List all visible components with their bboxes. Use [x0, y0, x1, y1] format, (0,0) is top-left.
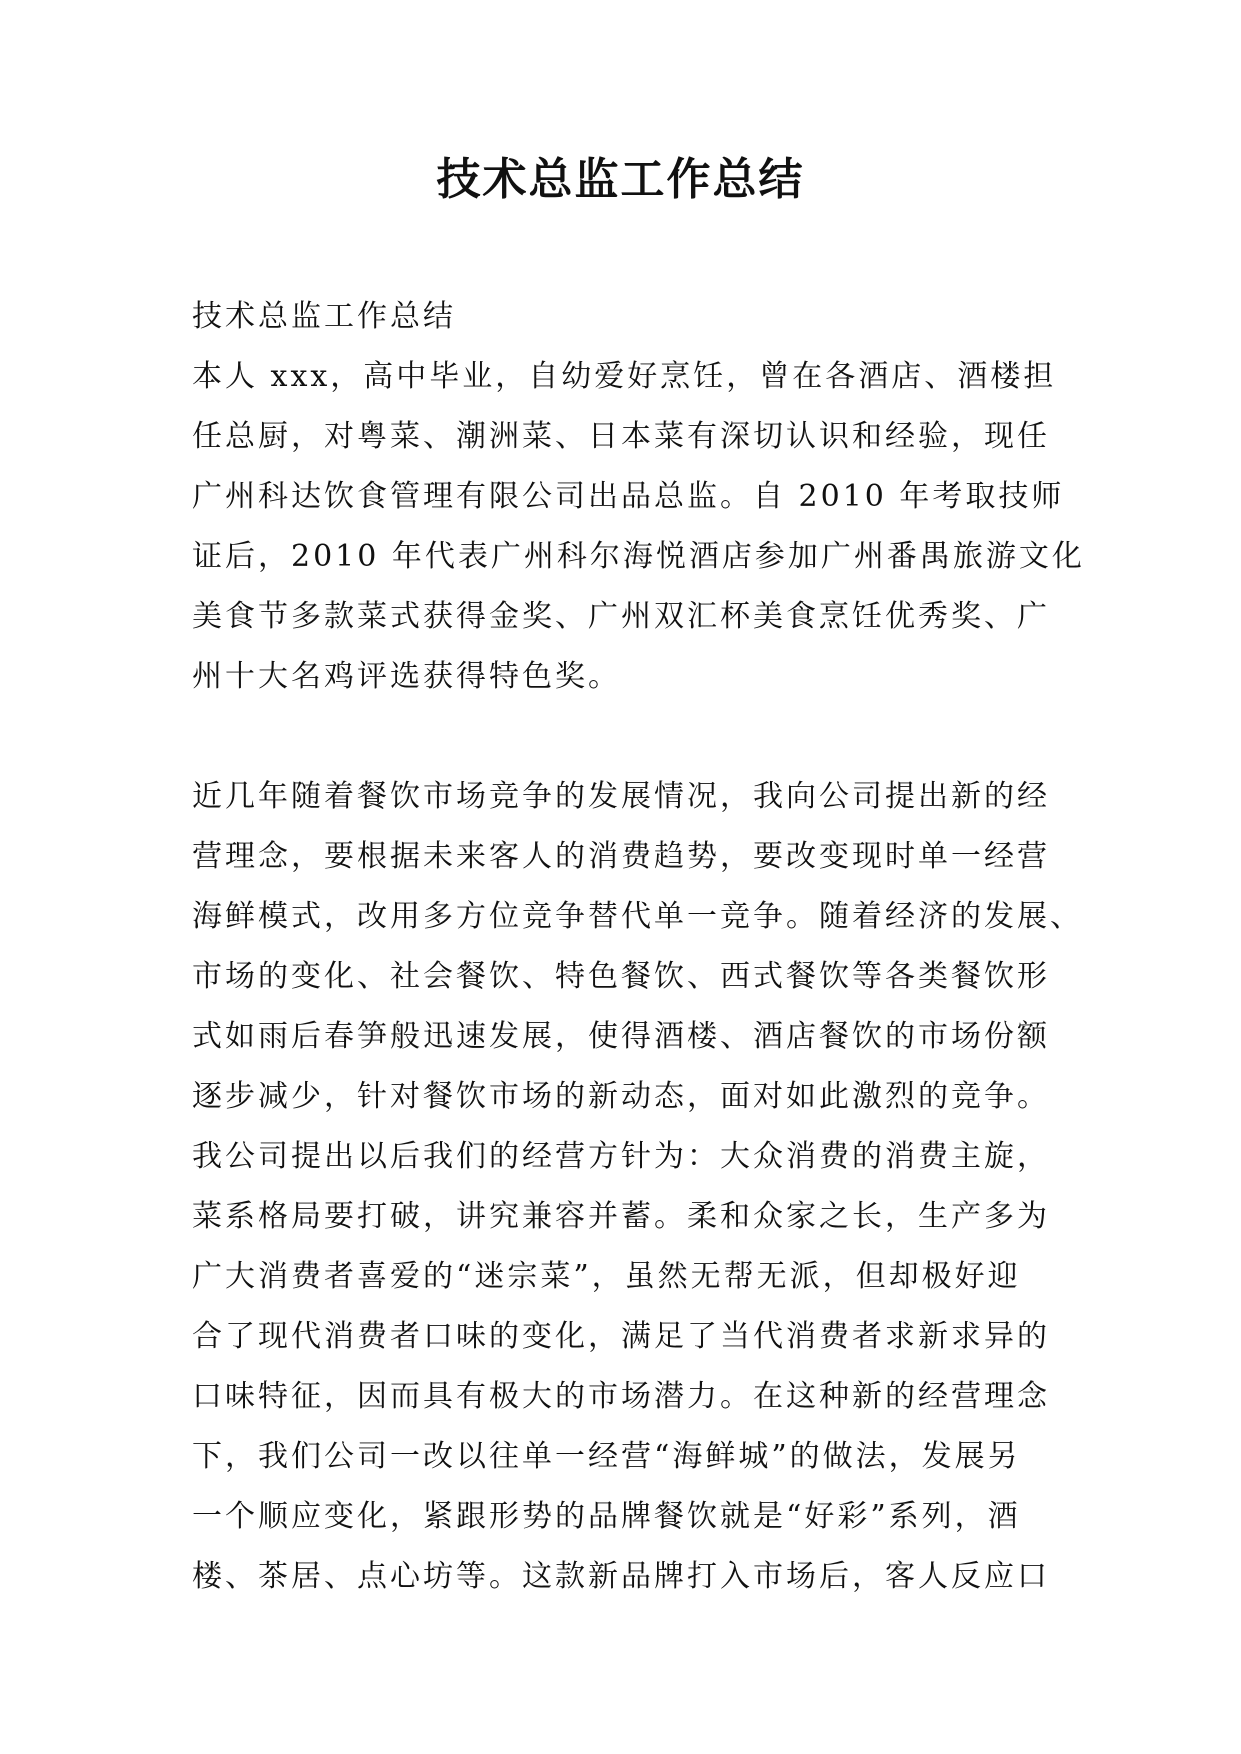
text-line: 任总厨，对粤菜、潮洲菜、日本菜有深切认识和经验，现任 — [192, 419, 1050, 454]
document-body — [192, 287, 1085, 1607]
text-line: 菜系格局要打破，讲究兼容并蓄。柔和众家之长，生产多为 — [192, 1199, 1050, 1234]
document-title: 技术总监工作总结 — [436, 154, 805, 205]
paragraph-2 — [192, 767, 1083, 1607]
text-line: 楼、茶居、点心坊等。这款新品牌打入市场后，客人反应口 — [192, 1559, 1050, 1594]
text-line: 口味特征，因而具有极大的市场潜力。在这种新的经营理念 — [192, 1379, 1050, 1414]
paragraph-spacer — [192, 707, 1072, 767]
text-line: 美食节多款菜式获得金奖、广州双汇杯美食烹饪优秀奖、广 — [192, 599, 1050, 634]
text-line: 广大消费者喜爱的“迷宗菜”，虽然无帮无派，但却极好迎 — [192, 1259, 1021, 1294]
text-line: 广州科达饮食管理有限公司出品总监。自 2010 年考取技师 — [192, 479, 1065, 514]
text-line: 我公司提出以后我们的经营方针为：大众消费的消费主旋， — [192, 1139, 1050, 1174]
text-line: 营理念，要根据未来客人的消费趋势，要改变现时单一经营 — [192, 839, 1050, 874]
text-line: 海鲜模式，改用多方位竞争替代单一竞争。随着经济的发展、 — [192, 899, 1083, 934]
text-line: 合了现代消费者口味的变化，满足了当代消费者求新求异的 — [192, 1319, 1050, 1354]
text-line: 式如雨后春笋般迅速发展，使得酒楼、酒店餐饮的市场份额 — [192, 1019, 1050, 1054]
text-line: 市场的变化、社会餐饮、特色餐饮、西式餐饮等各类餐饮形 — [192, 959, 1050, 994]
text-line: 下，我们公司一改以往单一经营“海鲜城”的做法，发展另 — [192, 1439, 1021, 1474]
paragraph-1 — [192, 347, 1085, 707]
text-line: 本人 xxx，高中毕业，自幼爱好烹饪，曾在各酒店、酒楼担 — [192, 359, 1057, 394]
text-line: 一个顺应变化，紧跟形势的品牌餐饮就是“好彩”系列，酒 — [192, 1499, 1021, 1534]
text-line: 近几年随着餐饮市场竞争的发展情况，我向公司提出新的经 — [192, 779, 1050, 814]
text-line: 州十大名鸡评选获得特色奖。 — [192, 659, 621, 694]
text-line: 逐步减少，针对餐饮市场的新动态，面对如此激烈的竞争。 — [192, 1079, 1050, 1114]
section-heading: 技术总监工作总结 — [192, 299, 456, 334]
text-line: 证后，2010 年代表广州科尔海悦酒店参加广州番禺旅游文化 — [192, 539, 1085, 574]
